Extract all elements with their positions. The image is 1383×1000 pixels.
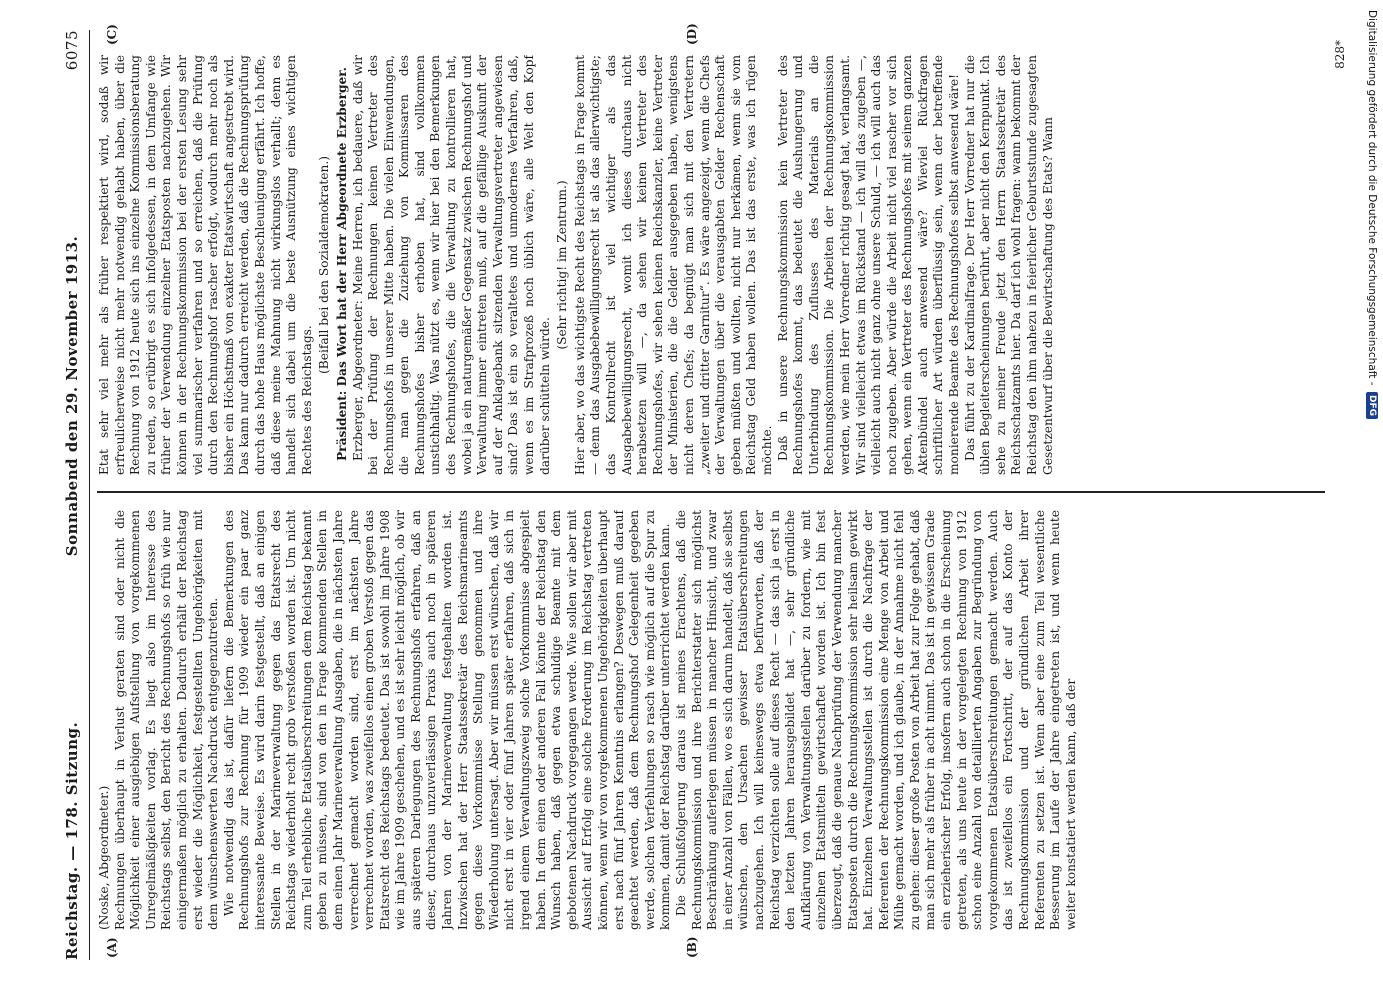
header-date: Sonnabend den 29. November 1913. (63, 235, 81, 557)
president-line: Präsident: Das Wort hat der Herr Abgeordnete Erzberger. (334, 67, 349, 461)
right-paragraph: Erzberger, Abgeordneter: Meine Herren, ich bedauere, daß wir bei der Prüfung der Rechnungen keinen Vertreter des Rechnungshofs in unserer Mitte haben. Die vielen Einwendungen, die man gegen die Zuziehung von Kommissaren des Rechnungshofes bisher erhoben hat, sind vollkommen unstichhaltig. Was nützt es, wenn wir hier bei den Bemerkungen des Rechnungshofes, die die Verwaltung zu kontrollieren hat, wobei ja ein naturgemäßer Gegensatz zwischen Rechnungshof und Verwaltung immer eintreten muß, auf die gefällige Auskunft der auf der Anklagebank sitzenden Verwaltungsvertreter angewiesen sind? Das ist ein so veraltetes und unmodernes Verfahren, daß, wenn es im Strafprozeß noch üblich wäre, alle Welt den Kopf darüber schütteln würde. (350, 55, 552, 475)
right-column (97, 55, 1325, 475)
right-paragraph: Das führt zu der Kardinalfrage. Der Herr Vorredner hat nur die üblen Begleiterscheinungen berührt, aber nicht den Kernpunkt. Ich sehe zu meiner Freude jetzt den Herrn Staatssekretär des Reichsschatzamts hier. Da darf ich wohl fragen: wann bekommt der Reichstag den ihm nahezu in feierlicher Geburtsstunde zugesagten Gesetzentwurf über die Bewirtschaftung des Etats? Wann (962, 55, 1055, 475)
right-paragraph: Hier aber, wo das wichtigste Recht des Reichstags in Frage kommt — denn das Ausgabebewilligungsrecht ist als das allerwichtigste; das Kontrollrecht ist viel wichtiger als das Ausgabebewilligungsrecht, womit ich dieses durchaus nicht herabsetzen will —, da sehen wir keinen Vertreter des Rechnungshofes, wir sehen keinen Reichskanzler, keine Vertreter der Ministerien, die die Gelder ausgegeben haben, wenigstens nicht deren Chefs; da begnügt man sich mit den Vertretern „zweiter und dritter Garnitur“. Es wäre angezeigt, wenn die Chefs der Verwaltungen über die verausgabten Gelder Rechenschaft geben müßten und wollten, nicht nur herkämen, wenn sie vom Reichstag Geld haben wollen. Das ist das erste, was ich rügen möchte. (572, 55, 774, 475)
page-number: 6075 (63, 30, 81, 71)
margin-marker-b: (B) (685, 936, 699, 958)
running-head (63, 30, 85, 960)
document-page (45, 0, 1365, 990)
left-column (97, 510, 1325, 930)
digitization-note (1363, 10, 1381, 990)
header-rule (89, 30, 90, 960)
left-paragraph: Rechnungen überhaupt in Verlust geraten sind oder nicht die Möglichkeit einer ausgiebigen Aufstellung von vorgekommenen Unregelmäßigkeiten vorlag. Es liegt also im Interesse des Reichstags selbst, den Bericht des Rechnungshofs so früh wie nur einigermaßen möglich zu erhalten. Dadurch erhält der Reichstag erst wieder die Möglichkeit, festgestellten Ungehörigkeiten mit dem wünschenswerten Nachdruck entgegenzutreten. (112, 510, 221, 930)
left-paragraph: Wie notwendig das ist, dafür liefern die Bemerkungen des Rechnungshofs zur Rechnung für 1909 wieder ein paar ganz interessante Beweise. Es wird darin festgestellt, daß an einigen Stellen in der Marineverwaltung gegen das Etatsrecht des Reichstags wiederholt recht grob verstoßen worden ist. Um nicht zum Teil erhebliche Etatsüberschreitungen dem Reichstag bekannt geben zu müssen, sind von den in Frage kommenden Stellen in dem einen Jahr Marineverwaltung Ausgaben, die in nächsten Jahre verrechnet gemacht worden sind, erst im nächsten Jahre verrechnet worden, was zweifellos einen groben Verstoß gegen das Etatsrecht des Reichstags bedeutet. Das ist sowohl im Jahre 1908 wie im Jahre 1909 geschehen, und es ist sehr leicht möglich, ob wir aus späteren Darlegungen des Rechnungshofs erfahren, daß an dieser, durchaus unzuverlässigen Praxis auch noch in späteren Jahren von der Marineverwaltung festgehalten worden ist. Inzwischen hat der Herr Staatssekretär des Reichsmarineamts gegen diese Vorkommnisse Stellung genommen und ihre Wiederholung untersagt. Aber wir müssen erst wünschen, daß wir nicht erst in vier oder fünf Jahren später erfahren, daß sich in irgend einem Verwaltungszweig solche Vorkommnisse abgespielt haben. In dem einen oder anderen Fall könnte der Reichstag den Wunsch haben, daß gegen etwa schuldige Beamte mit dem gebotenen Nachdruck vorgegangen werde. Wie sollen wir aber mit Aussicht auf Erfolg eine solche Forderung im Reichstag vertreten können, wenn wir von vorgekommenen Ungehörigkeiten überhaupt erst nach fünf Jahren Kenntnis erlangen? Deswegen muß darauf geachtet werden, daß dem Rechnungshof Gelegenheit gegeben werde, solchen Verfehlungen so rasch wie möglich auf die Spur zu kommen, damit der Reichstag darüber unterrichtet werden kann. (221, 510, 673, 930)
signature-mark: 828* (1333, 40, 1347, 69)
header-left: Reichstag. — 178. Sitzung. (63, 721, 81, 960)
dfg-logo: DFG (1366, 392, 1378, 419)
applause-note: (Beifall bei den Sozialdemokraten.) (317, 156, 332, 374)
right-paragraph: Etat sehr viel mehr als früher respektiert wird, sodaß wir erfreulicherweise nicht mehr notwendig gehabt haben, über die Rechnung von 1912 heute sich ins einzelne Kommissionsberatung zu reden, so erübrigt es sich infolgedessen, in dem Umfange wie früher der Verwendung einzelner Etatsposten nachzugehen. Wir können in der Rechnungskommission bei der ersten Lesung sehr viel summarischer verfahren und so erreichen, daß die Prüfung durch den Rechnungshof rascher erfolgt, wodurch mehr noch als bisher ein Höchstmaß von exakter Etatswirtschaft angestrebt wird. Das kann nur dadurch erreicht werden, daß die Rechnungsprüfung durch das hohe Haus möglichste Beschleunigung erfährt. Ich hoffe, daß diese meine Mahnung nicht wirkungslos verhallt; denn es handelt sich dabei um die beste Ausnützung eines wichtigen Rechtes des Reichstags. (97, 55, 314, 475)
digitization-text: Digitalisierung gefördert durch die Deutsche Forschungsgemeinschaft - (1366, 10, 1378, 386)
column-divider (97, 492, 1325, 494)
left-paragraph: Die Schlußfolgerung daraus ist meines Erachtens, daß die Rechnungskommission und ihre Berichterstatter sich möglichst Beschränkung auferlegen müssen in mancher Hinsicht, und zwar in einer Anzahl von Fällen, wo es sich darum handelt, daß sie selbst wünschen, den Ursachen gewisser Etatsüberschreitungen nachzugehen. Ich will keineswegs etwa befürworten, daß der Reichstag verzichten solle auf dieses Recht — das sich ja erst in den letzten Jahren herausgebildet hat —, sehr gründliche Aufklärung von Verwaltungsstellen darüber zu fordern, wie mit einzelnen Etatsmitteln gewirtschaftet worden ist. Ich bin fest überzeugt, daß die genaue Nachprüfung der Verwendung mancher Etatsposten durch die Rechnungskommission sehr heilsam gewirkt hat. Einzelnen Verwaltungsstellen ist durch die Nachfrage der Referenten der Rechnungskommission eine Menge von Arbeit und Mühe gemacht worden, und ich glaube, in der Annahme nicht fehl zu gehen: dieser große Posten von Arbeit hat zur Folge gehabt, daß man sich mehr als früher in acht nimmt. Das ist in gewissem Grade ein erzieherischer Erfolg, insofern auch schon in die Erscheinung getreten, als uns heute in der vorgelegten Rechnung von 1912 schon eine Anzahl von detaillierten Angaben zur Begründung von vorgekommenen Etatsüberschreitungen gemacht werden. Auch das ist zweifellos ein Fortschritt, der auf das Konto der Rechnungskommission und der gründlichen Arbeit ihrer Referenten zu setzen ist. Wenn aber eine zum Teil wesentliche Besserung im Laufe der Jahre eingetreten ist, und wenn heute weiter konstatiert werden kann, daß der (673, 510, 1078, 930)
margin-marker-a: (A) (105, 937, 119, 958)
right-paragraph: Daß in unsere Rechnungskommission kein Vertreter des Rechnungshofes kommt, das bedeutet die Aushungerung und Unterbindung des Zuflusses des Materials an die Rechnungskommission. Die Arbeiten der Rechnungskommission werden, wie mein Herr Vorredner richtig gesagt hat, verlangsamt. Wir sind vielleicht etwas im Rückstand — ich will das zugeben —, vielleicht auch nicht ganz ohne unsere Schuld, — ich will auch das noch zugeben. Aber würde die Arbeit nicht viel rascher vor sich gehen, wenn ein Vertreter des Rechnungshofes mit seinem ganzen Aktenbündel auch anwesend wäre? Wieviel Rückfragen schriftlicher Art würden überflüssig sein, wenn der betreffende monierende Beamte des Rechnungshofes selbst anwesend wäre! (775, 55, 962, 475)
margin-marker-c: (C) (105, 24, 119, 45)
margin-marker-d: (D) (685, 23, 699, 45)
interjection-note: (Sehr richtig! im Zentrum.) (555, 180, 570, 350)
speaker-note: (Noske, Abgeordneter.) (97, 785, 111, 930)
